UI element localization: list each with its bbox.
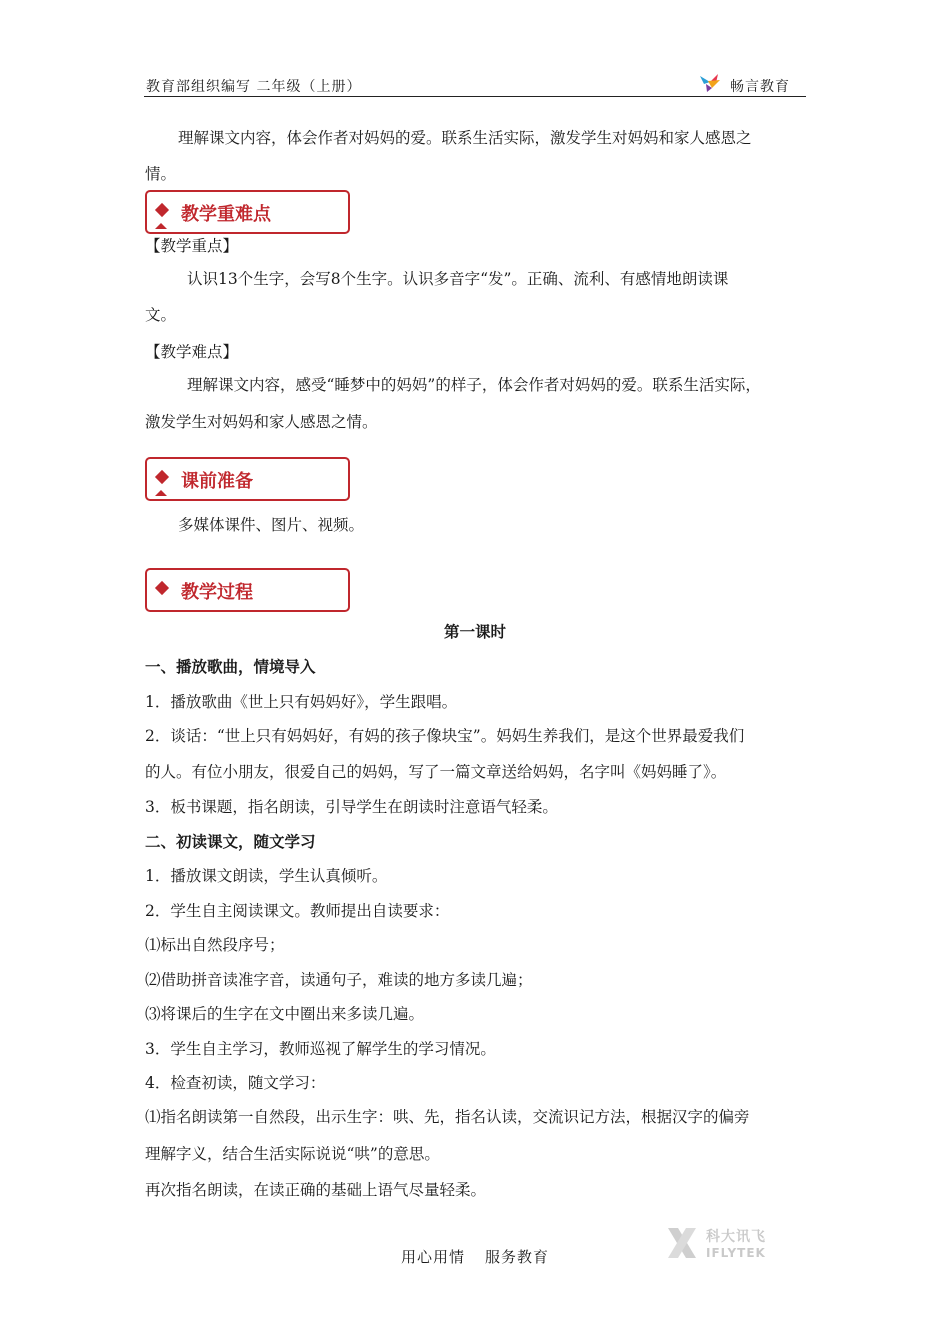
step-2-4-1b: 理解字义，结合生活实际说说“哄”的意思。 <box>145 1145 440 1163</box>
section-title: 课前准备 <box>181 471 253 492</box>
step-1-3: 3．板书课题，指名朗读，引导学生在朗读时注意语气轻柔。 <box>145 798 558 816</box>
header-title: 教育部组织编写 二年级（上册） <box>146 79 362 95</box>
diamond-icon <box>155 203 169 217</box>
step-2-2-3: ⑶将课后的生字在文中圈出来多读几遍。 <box>145 1005 425 1023</box>
watermark-cn: 科大讯飞 <box>706 1229 766 1245</box>
step-2-1: 1．播放课文朗读，学生认真倾听。 <box>145 867 388 885</box>
difficulty-line-2: 激发学生对妈妈和家人感恩之情。 <box>145 413 378 431</box>
section-title: 教学重难点 <box>181 204 271 225</box>
step-1-2a: 2．谈话：“世上只有妈妈好，有妈的孩子像块宝”。妈妈生养我们，是这个世界最爱我们 <box>145 727 745 745</box>
brand-name: 畅言教育 <box>730 79 790 95</box>
step-2-4: 4．检查初读，随文学习： <box>145 1074 326 1092</box>
part-2-heading: 二、初读课文，随文学习 <box>145 833 316 851</box>
objective-line-2: 情。 <box>145 165 177 183</box>
section-title: 教学过程 <box>181 582 253 603</box>
step-2-2-1: ⑴标出自然段序号； <box>145 936 285 954</box>
header-brand <box>698 70 790 96</box>
section-heading-prep <box>145 457 350 501</box>
section-heading-key-points <box>145 190 350 234</box>
footer-right: 服务教育 <box>485 1248 550 1266</box>
step-1-1: 1．播放歌曲《世上只有妈妈好》，学生跟唱。 <box>145 693 458 711</box>
iflytek-x-icon <box>664 1226 700 1260</box>
step-2-2-2: ⑵借助拼音读准字音，读通句子，难读的地方多读几遍； <box>145 971 533 989</box>
objective-paragraph <box>145 120 810 156</box>
focus-line-2: 文。 <box>145 306 177 324</box>
difficulty-label: 【教学难点】 <box>145 343 239 361</box>
footer-slogan <box>0 1246 950 1267</box>
step-2-4-1a: ⑴指名朗读第一自然段，出示生字：哄、先，指名认读，交流识记方法，根据汉字的偏旁 <box>145 1108 750 1126</box>
prep-text: 多媒体课件、图片、视频。 <box>178 516 365 534</box>
diamond-icon <box>155 470 169 484</box>
focus-label: 【教学重点】 <box>145 237 239 255</box>
triangle-icon <box>155 490 167 496</box>
watermark-en: IFLYTEK <box>706 1246 766 1260</box>
step-1-2b: 的人。有位小朋友，很爱自己的妈妈，写了一篇文章送给妈妈，名字叫《妈妈睡了》。 <box>145 763 727 781</box>
focus-line-1: 认识13个生字，会写8个生字。认识多音字“发”。正确、流利、有感情地朗读课 <box>187 270 729 288</box>
triangle-icon <box>155 223 167 229</box>
difficulty-line-1: 理解课文内容，感受“睡梦中的妈妈”的样子，体会作者对妈妈的爱。联系生活实际， <box>187 376 761 394</box>
header-rule <box>144 96 806 97</box>
iflytek-watermark <box>664 1226 766 1260</box>
step-2-2: 2．学生自主阅读课文。教师提出自读要求： <box>145 902 450 920</box>
bird-logo-icon <box>698 72 724 94</box>
diamond-icon <box>155 581 169 595</box>
part-1-heading: 一、播放歌曲，情境导入 <box>145 658 316 676</box>
step-2-4-2: 再次指名朗读，在读正确的基础上语气尽量轻柔。 <box>145 1181 487 1199</box>
step-2-3: 3．学生自主学习，教师巡视了解学生的学习情况。 <box>145 1040 496 1058</box>
section-heading-process <box>145 568 350 612</box>
footer-left: 用心用情 <box>400 1248 465 1266</box>
lesson-title: 第一课时 <box>443 623 506 641</box>
objective-line-1: 理解课文内容，体会作者对妈妈的爱。联系生活实际，激发学生对妈妈和家人感恩之 <box>178 129 752 147</box>
